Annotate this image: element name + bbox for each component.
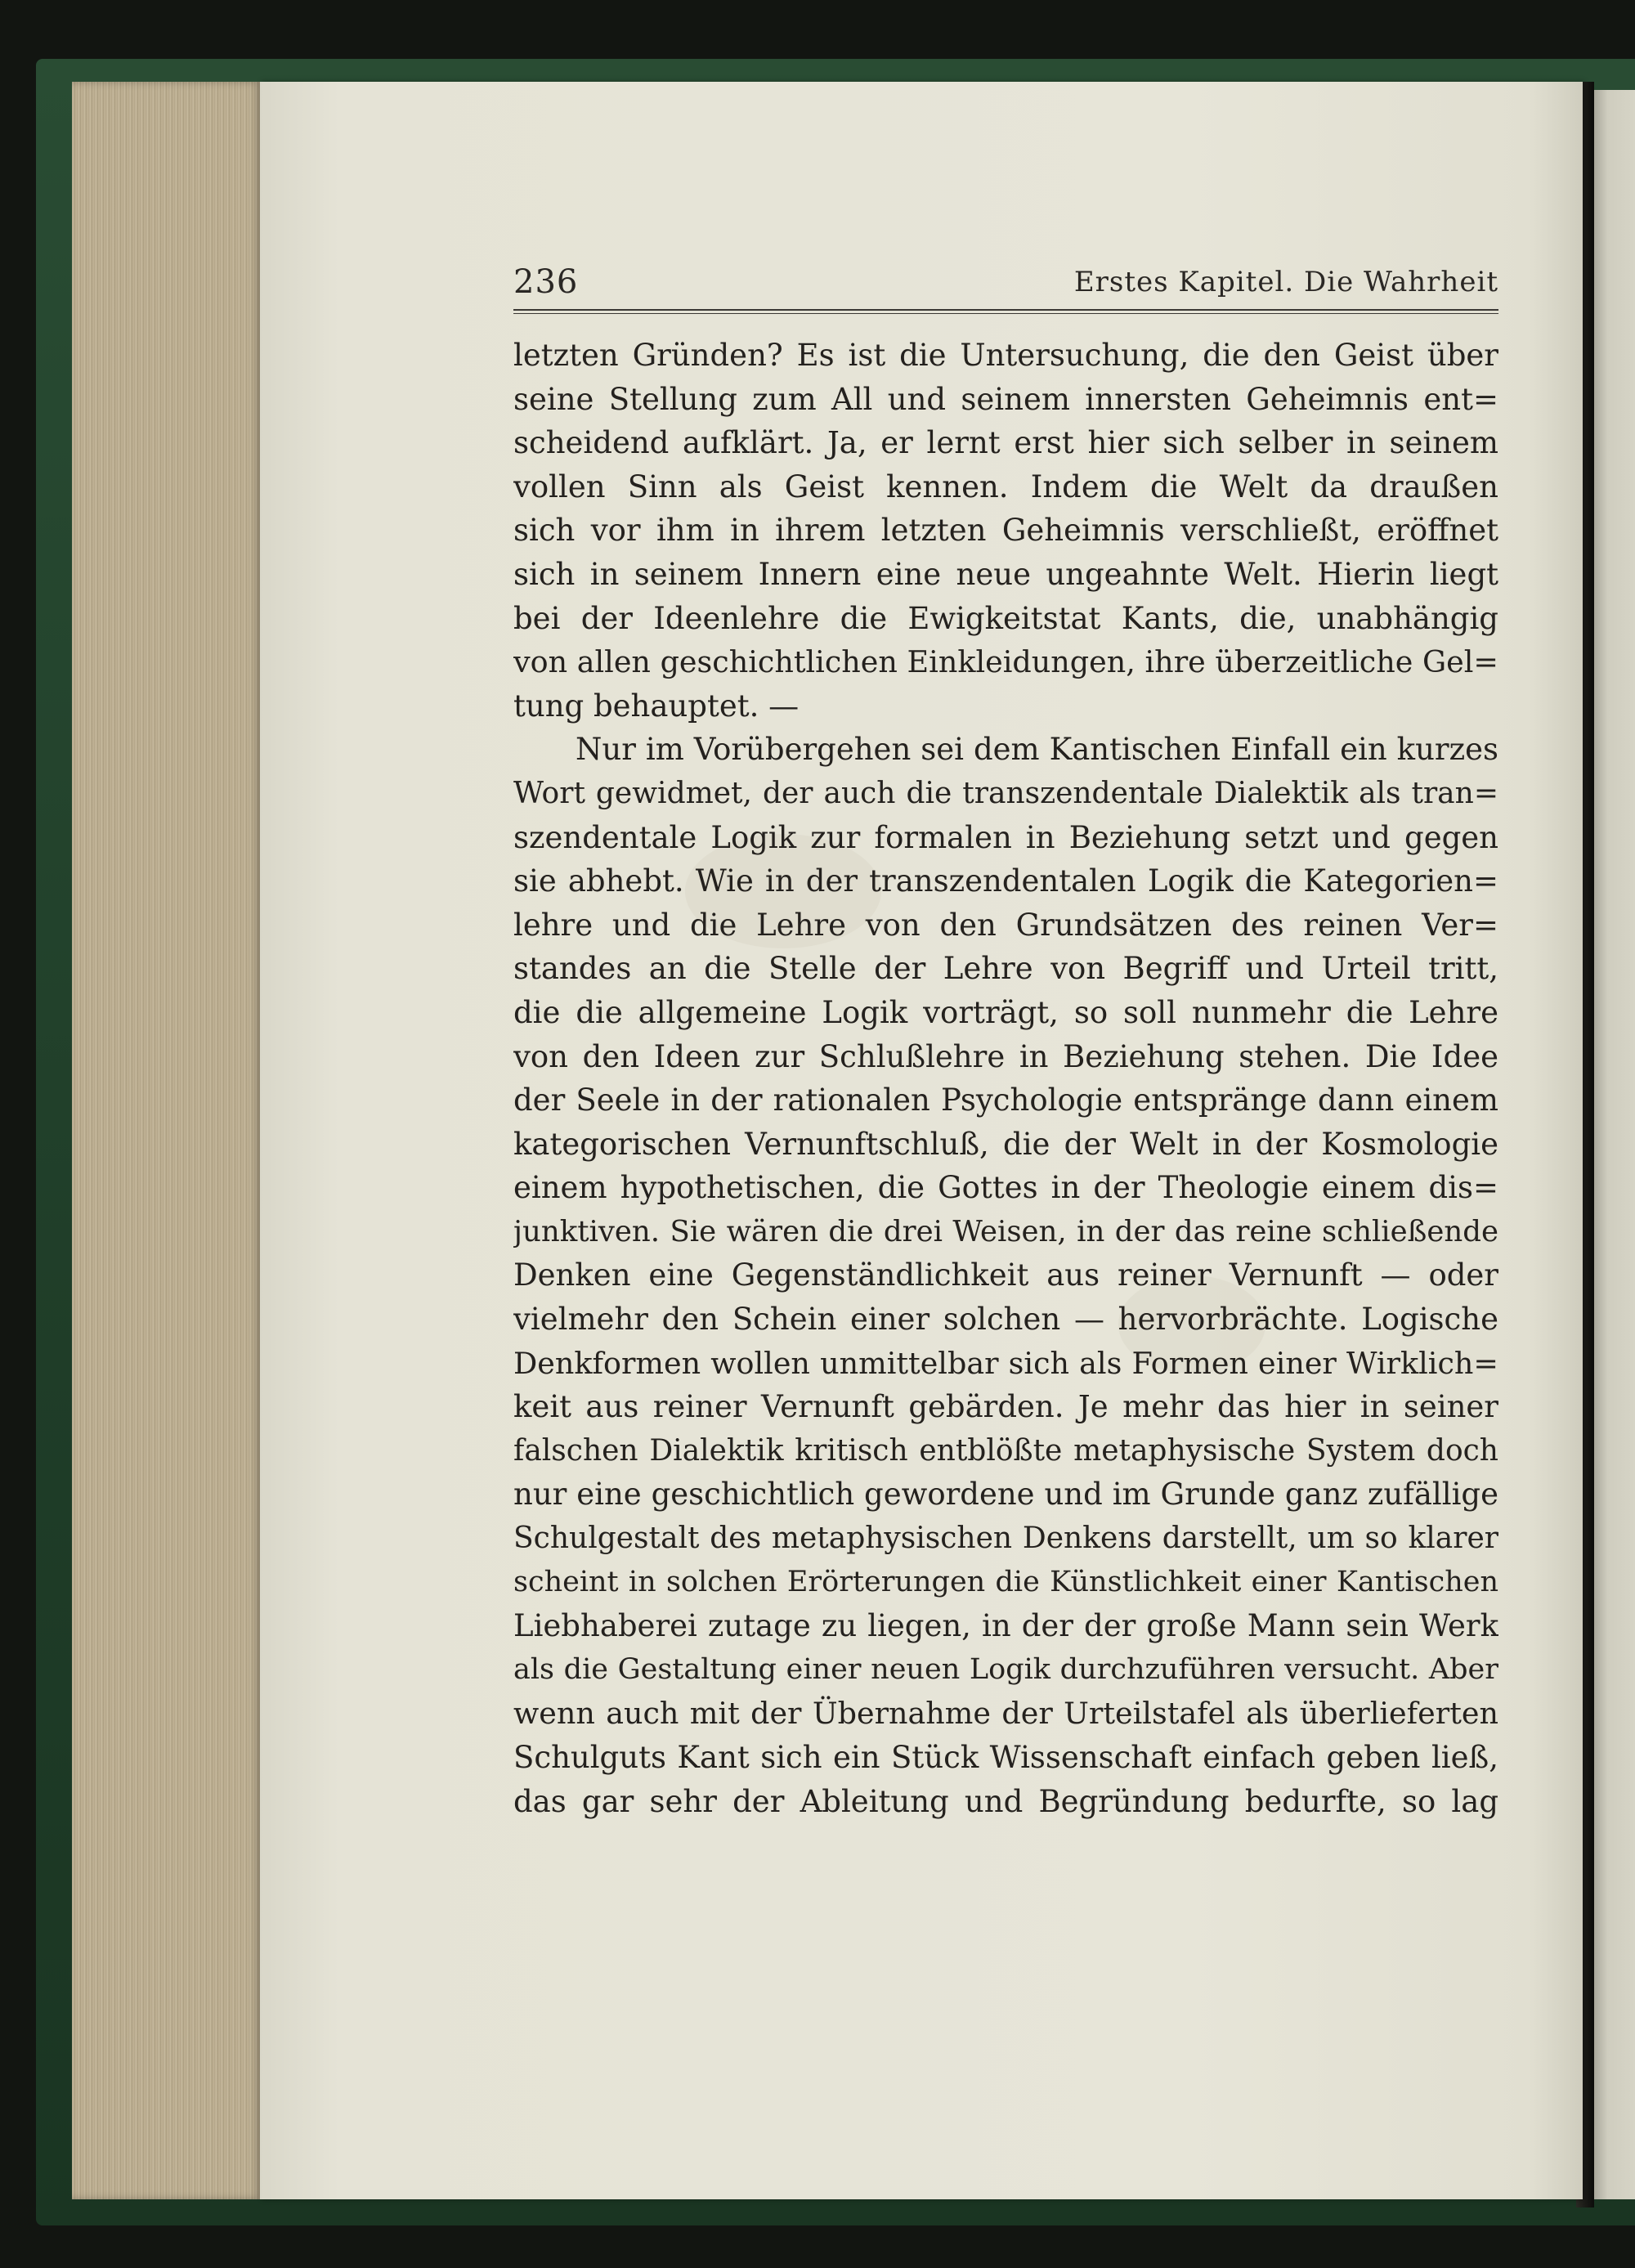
- text-line: von allen geschichtlichen Einkleidungen, ihre überzeitliche Gel=: [513, 644, 1498, 680]
- text-line: von den Ideen zur Schlußlehre in Beziehung stehen. Die Idee: [513, 1038, 1498, 1074]
- text-line: lehre und die Lehre von den Grundsätzen des reinen Ver=: [513, 907, 1498, 943]
- text-line: vollen Sinn als Geist kennen. Indem die Welt da draußen: [513, 468, 1498, 504]
- page-block-edges: [72, 82, 262, 2199]
- text-line: standes an die Stelle der Lehre von Begriff und Urteil tritt,: [513, 951, 1498, 987]
- text-line: scheidend aufklärt. Ja, er lernt erst hier sich selber in seinem: [513, 425, 1498, 461]
- page-header: [513, 263, 1498, 301]
- text-line: der Seele in der rationalen Psychologie entspränge dann einem: [513, 1082, 1498, 1118]
- text-line: junktiven. Sie wären die drei Weisen, in der das reine schließende: [513, 1214, 1498, 1248]
- text-line: Denkformen wollen unmittelbar sich als Formen einer Wirklich=: [513, 1345, 1498, 1381]
- text-line: sich vor ihm in ihrem letzten Geheimnis verschließt, eröffnet: [513, 513, 1498, 549]
- text-line: tung behauptet. —: [513, 688, 800, 724]
- header-rule: [513, 309, 1498, 314]
- body-text: [513, 334, 1498, 1823]
- text-line: nur eine geschichtlich gewordene und im Grunde ganz zufällige: [513, 1477, 1498, 1513]
- running-head: Erstes Kapitel. Die Wahrheit: [1073, 266, 1498, 298]
- text-line: szendentale Logik zur formalen in Beziehung setzt und gegen: [513, 819, 1498, 855]
- text-line: scheint in solchen Erörterungen die Künstlichkeit einer Kantischen: [513, 1565, 1498, 1598]
- text-line: Schulguts Kant sich ein Stück Wissenschaft einfach geben ließ,: [513, 1740, 1498, 1775]
- text-line: keit aus reiner Vernunft gebärden. Je mehr das hier in seiner: [513, 1389, 1498, 1425]
- text-line: das gar sehr der Ableitung und Begründung bedurfte, so lag: [513, 1783, 1498, 1819]
- text-line: Wort gewidmet, der auch die transzendentale Dialektik als tran=: [513, 776, 1498, 810]
- text-line: falschen Dialektik kritisch entblößte metaphysische System doch: [513, 1433, 1498, 1468]
- text-line: vielmehr den Schein einer solchen — hervorbrächte. Logische: [513, 1302, 1498, 1338]
- text-line: bei der Ideenlehre die Ewigkeitstat Kants, die, unabhängig: [513, 600, 1498, 636]
- text-line: wenn auch mit der Übernahme der Urteilstafel als überlieferten: [513, 1696, 1498, 1732]
- text-line: die die allgemeine Logik vorträgt, so soll nunmehr die Lehre: [513, 994, 1498, 1030]
- text-line: Liebhaberei zutage zu liegen, in der der große Mann sein Werk: [513, 1608, 1498, 1644]
- text-line: sie abhebt. Wie in der transzendentalen Logik die Kategorien=: [513, 863, 1498, 899]
- text-line: Nur im Vorübergehen sei dem Kantischen Einfall ein kurzes: [576, 732, 1498, 768]
- text-line: Schulgestalt des metaphysischen Denkens darstellt, um so klarer: [513, 1522, 1498, 1556]
- text-line: Denken eine Gegenständlichkeit aus reiner Vernunft — oder: [513, 1257, 1498, 1293]
- facing-page-edge: [1589, 90, 1635, 2199]
- text-line: letzten Gründen? Es ist die Untersuchung, die den Geist über: [513, 338, 1498, 373]
- text-line: kategorischen Vernunftschluß, die der Welt in der Kosmologie: [513, 1126, 1498, 1162]
- text-line: einem hypothetischen, die Gottes in der Theologie einem dis=: [513, 1170, 1498, 1206]
- text-line: seine Stellung zum All und seinem innersten Geheimnis ent=: [513, 381, 1498, 417]
- text-line: als die Gestaltung einer neuen Logik durchzuführen versucht. Aber: [513, 1652, 1498, 1686]
- text-line: sich in seinem Innern eine neue ungeahnte Welt. Hierin liegt: [513, 556, 1498, 592]
- page-number: 236: [513, 263, 579, 301]
